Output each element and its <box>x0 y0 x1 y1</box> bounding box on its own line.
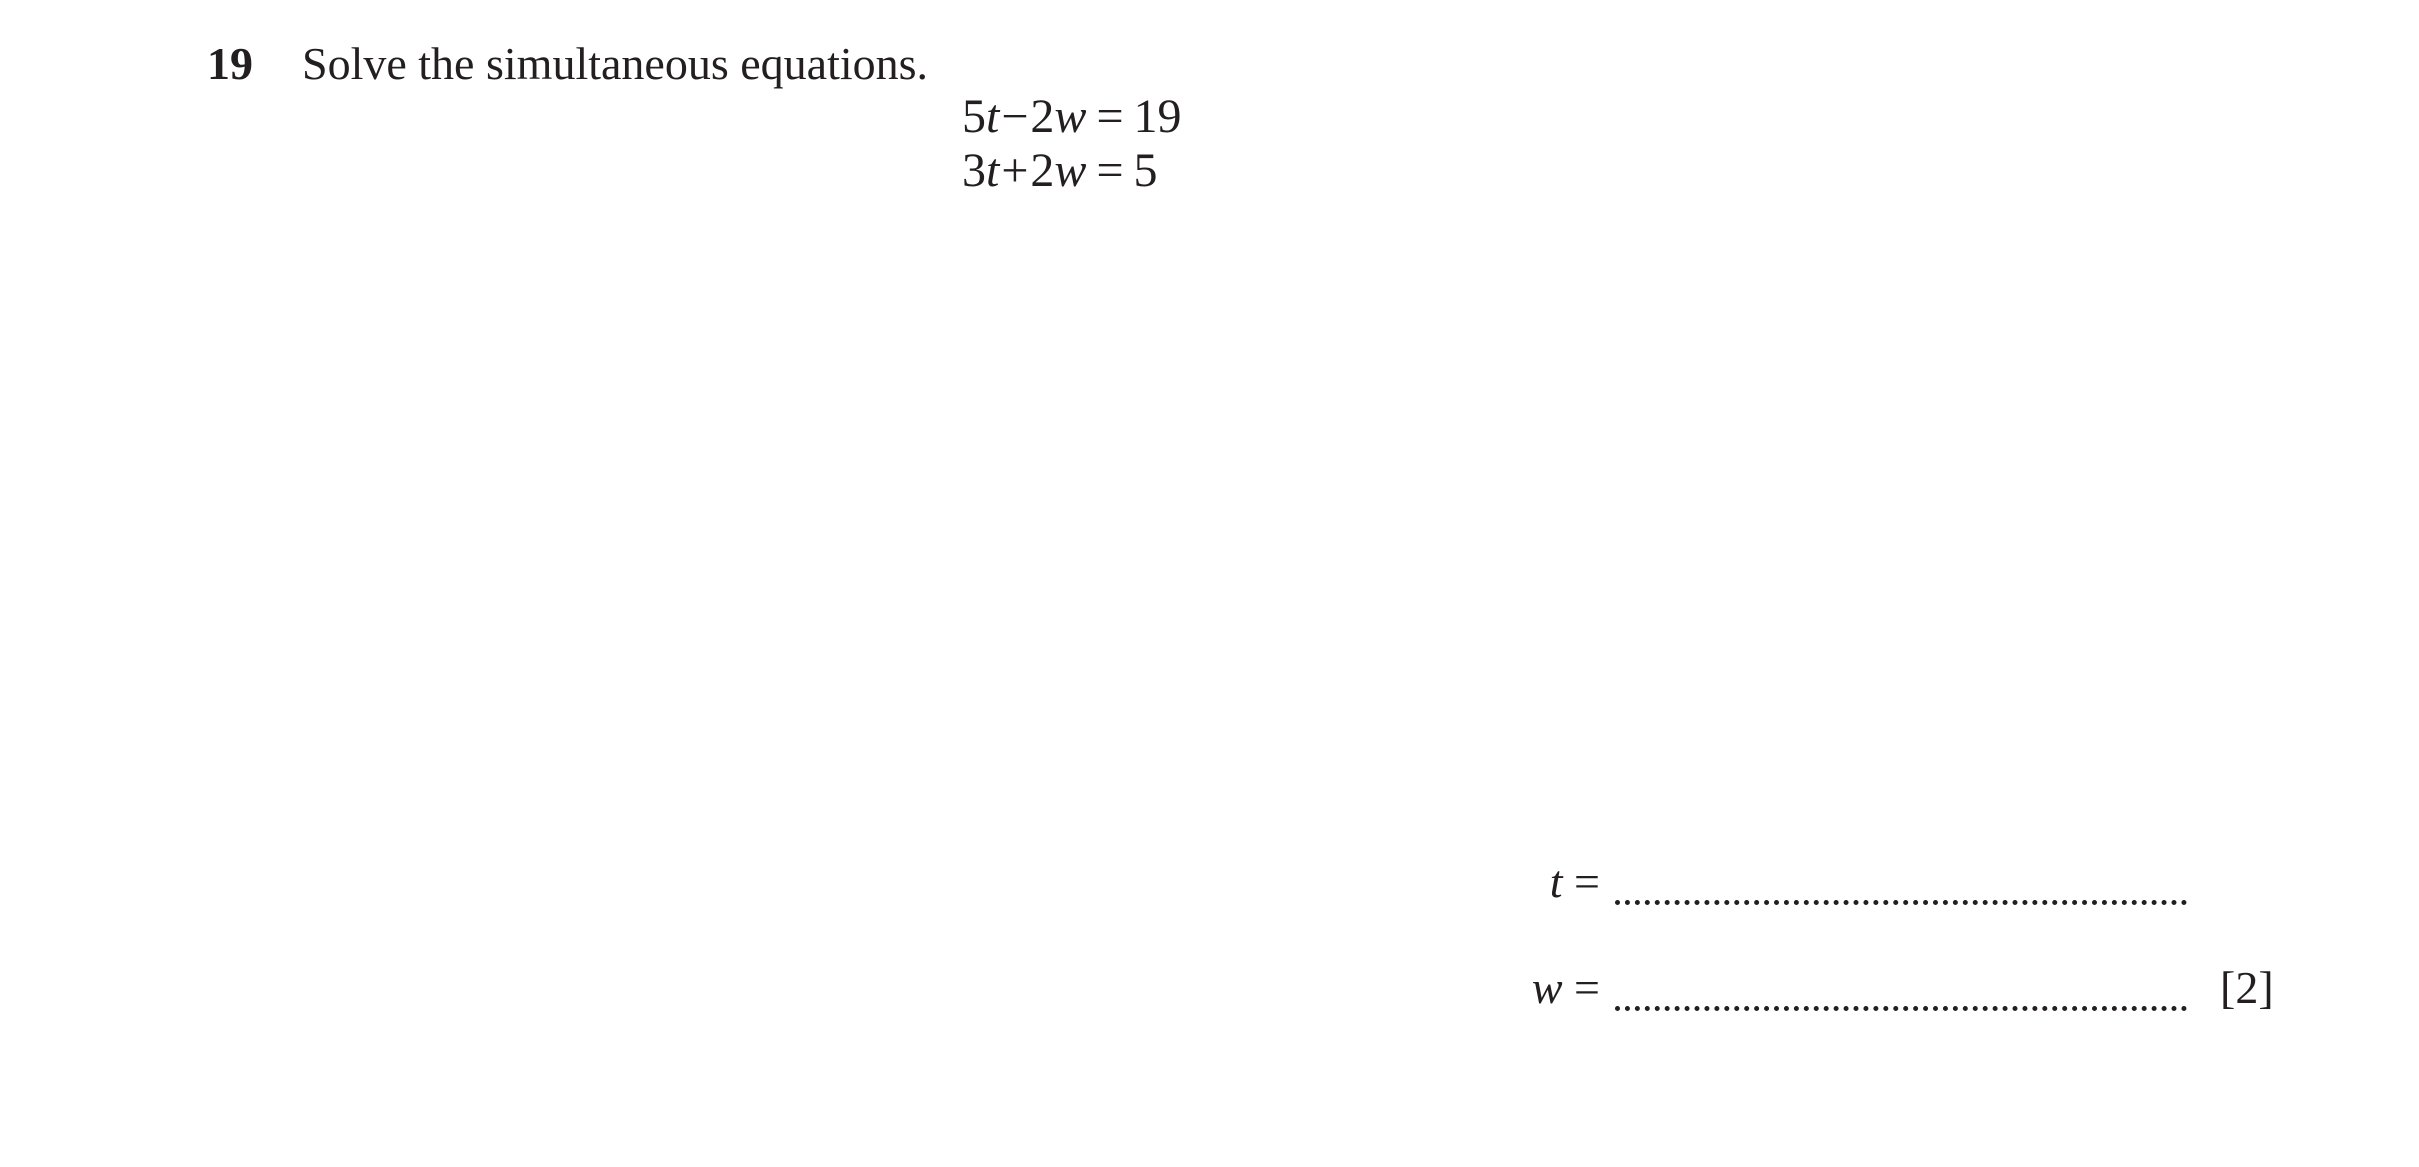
question-number: 19 <box>207 38 253 89</box>
equation-1-coefficient-w: 2 <box>1030 90 1055 143</box>
equation-2-equals: = <box>1096 144 1124 197</box>
equation-1-variable-t: t <box>986 90 1000 143</box>
equation-2-rhs: 5 <box>1133 144 1158 197</box>
answer-variable-t: t <box>1549 856 1563 907</box>
answer-label-t <box>1480 852 1600 912</box>
question-stem: Solve the simultaneous equations. <box>302 38 929 89</box>
marks-allocation: [2] <box>2220 962 2274 1013</box>
equation-1-operator: − <box>1001 90 1029 143</box>
equation-1-coefficient-t: 5 <box>962 90 986 143</box>
answer-equals-w: = <box>1574 962 1600 1013</box>
equation-2-variable-t: t <box>986 144 1000 197</box>
answer-line-w[interactable] <box>1615 966 2187 1011</box>
equation-1-equals: = <box>1096 90 1124 143</box>
answer-line-t[interactable] <box>1615 860 2187 905</box>
equation-1 <box>962 90 1182 144</box>
equation-2-coefficient-t: 3 <box>962 144 986 197</box>
equation-2-coefficient-w: 2 <box>1030 144 1055 197</box>
equation-2 <box>962 144 1182 198</box>
answer-equals-t: = <box>1574 856 1600 907</box>
answer-variable-w: w <box>1531 962 1563 1013</box>
equation-block <box>962 90 1182 198</box>
equation-1-variable-w: w <box>1054 90 1087 143</box>
equation-1-rhs: 19 <box>1133 90 1182 143</box>
equation-2-operator: + <box>1001 144 1029 197</box>
equation-2-variable-w: w <box>1054 144 1087 197</box>
answer-label-w <box>1480 958 1600 1018</box>
